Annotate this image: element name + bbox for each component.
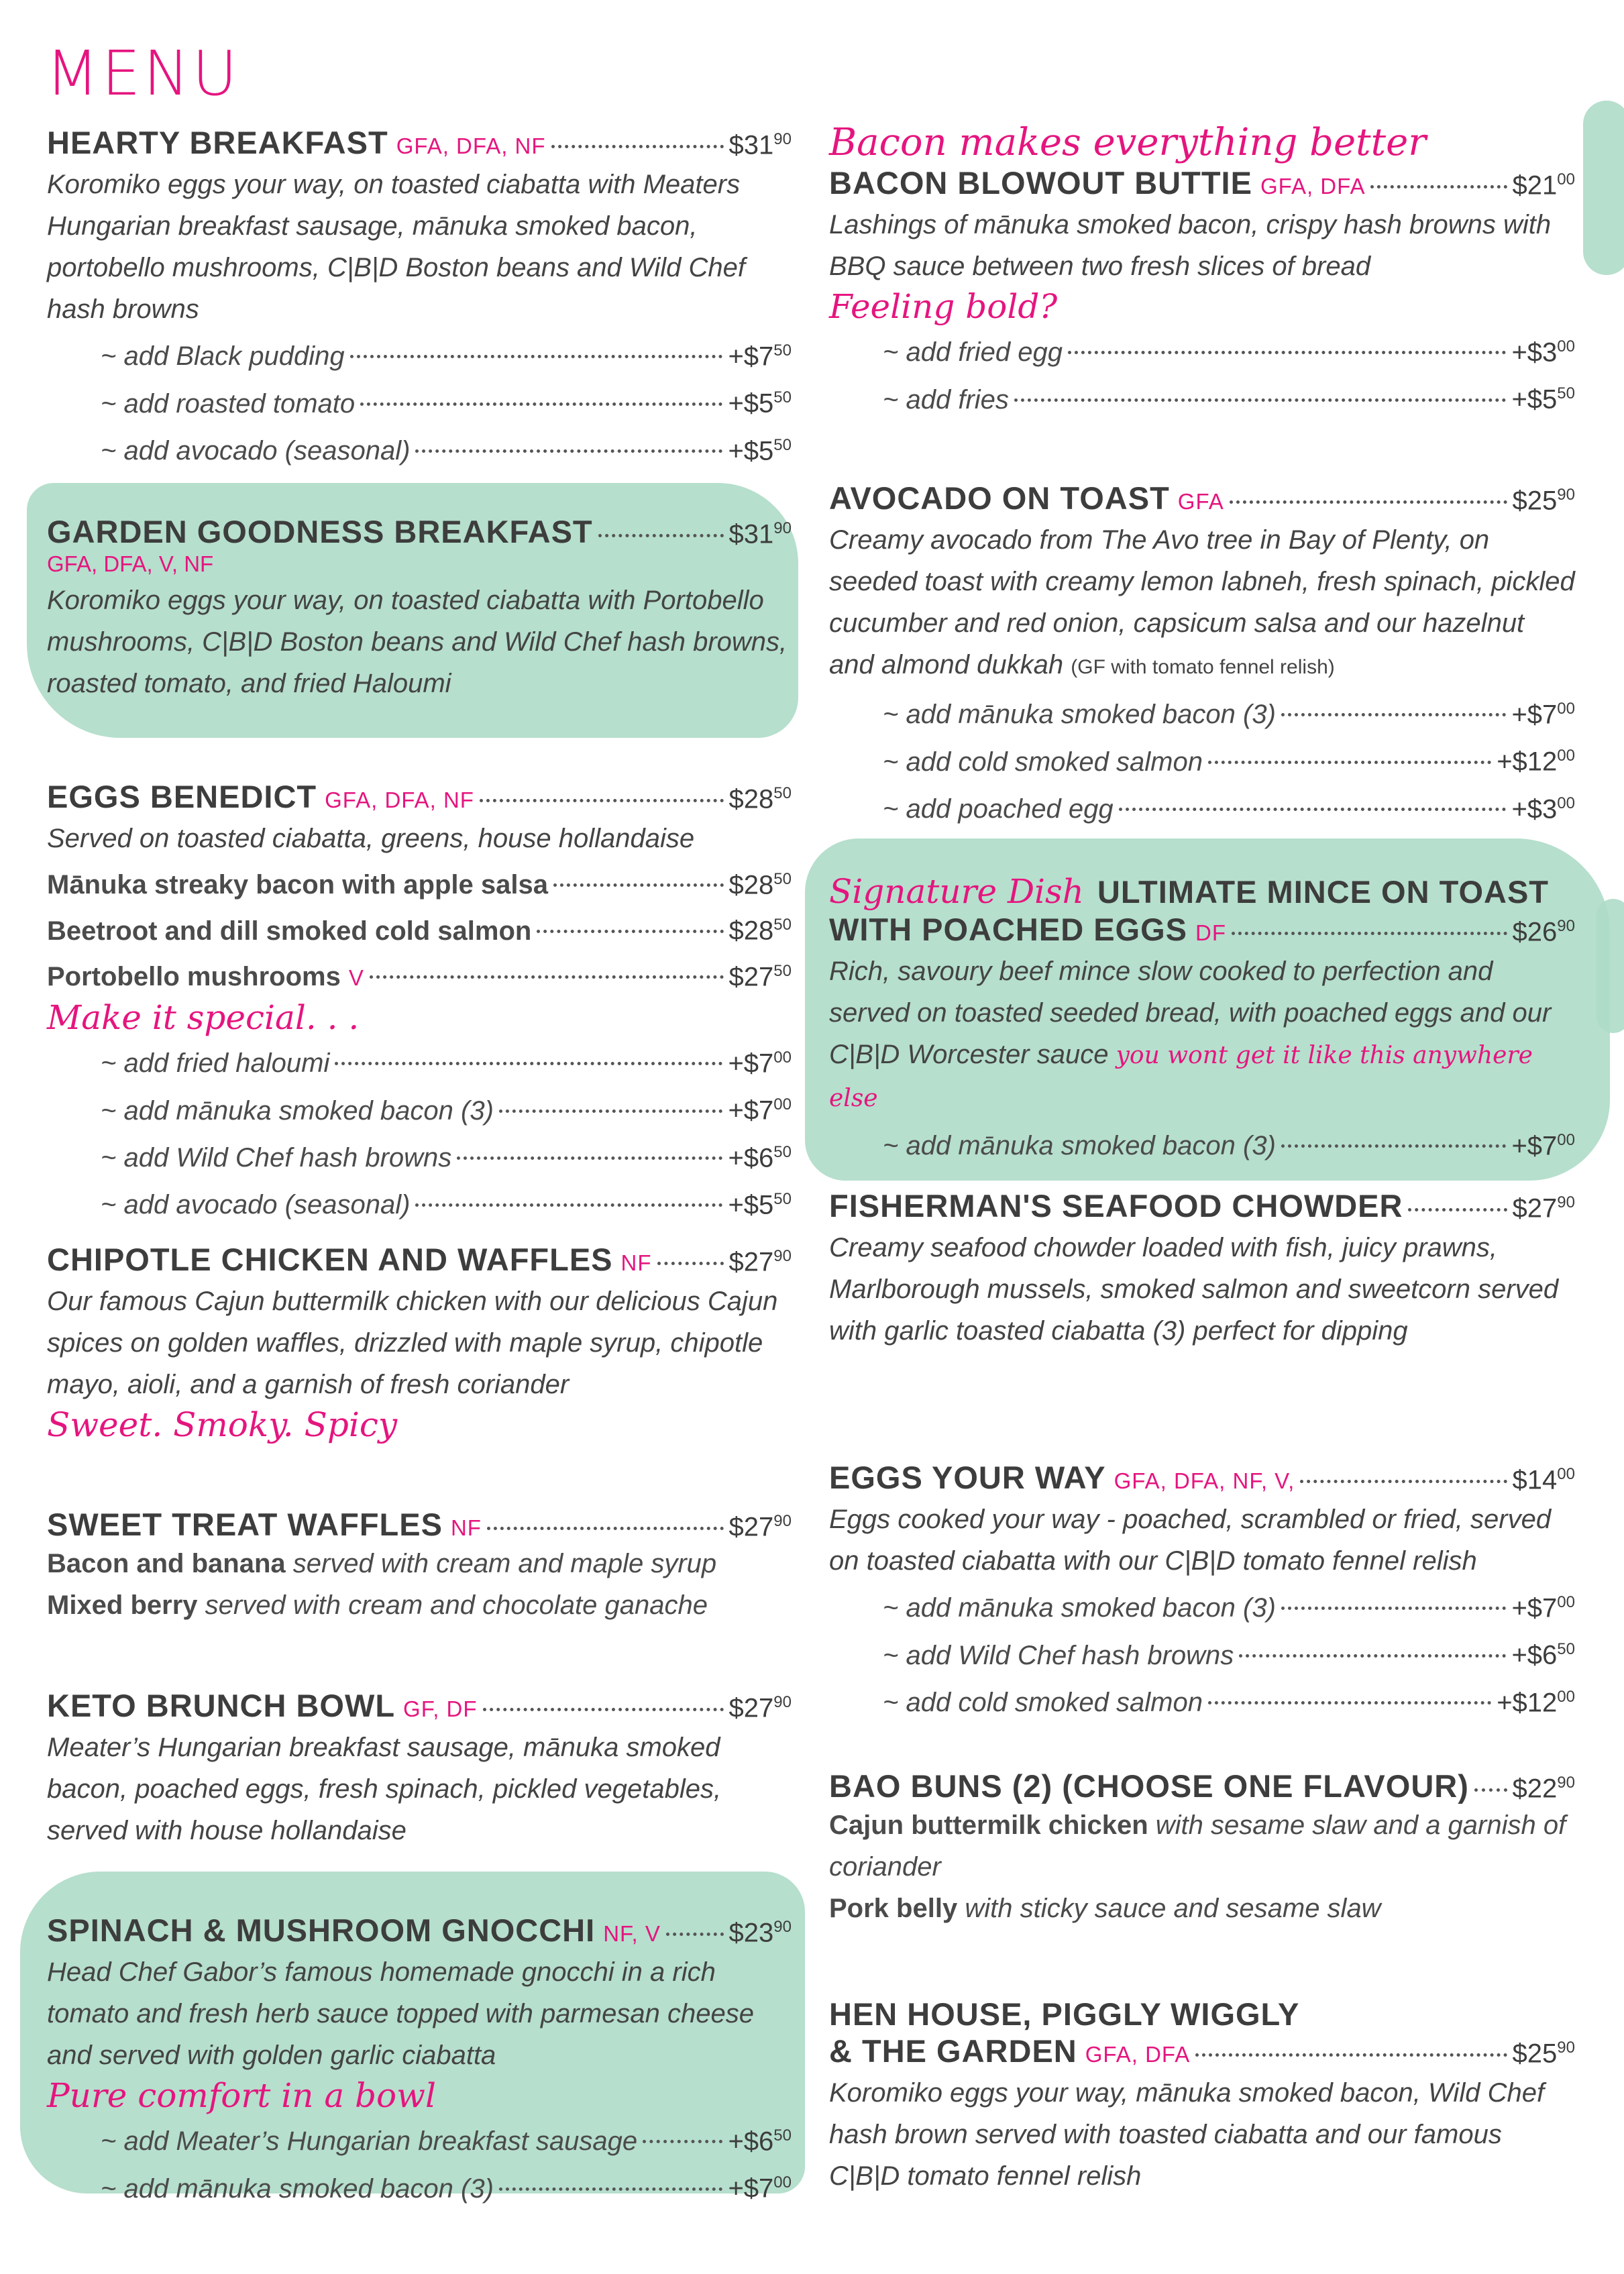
splash-edge-mid [1596, 899, 1624, 1033]
addon-row: ~ add avocado (seasonal) $+\$5^{50}$ [101, 435, 792, 466]
sub-option: Beetroot and dill smoked cold salmon $\$28^{50}$ [47, 916, 792, 946]
item-price: $\$27^{90}$ [728, 1246, 792, 1277]
item-price: $\$31^{90}$ [728, 519, 792, 549]
item-note: (GF with tomato fennel relish) [1071, 656, 1335, 678]
item-price: $\$27^{90}$ [728, 1511, 792, 1541]
item-eggs-your-way [829, 1459, 1575, 1723]
item-desc: Our famous Cajun buttermilk chicken with our delicious Cajun spices on golden waffles, drizzled with maple syrup, chipotle mayo, aioli, and a garnish of fresh coriander [47, 1287, 778, 1399]
item-name: WITH POACHED EGGS [829, 912, 1188, 947]
item-tags: GFA, DFA, V, NF [47, 551, 214, 576]
addon-row: ~ add mānuka smoked bacon (3) $+\$7^{00}$ [101, 2173, 792, 2204]
item-tags: GFA, DFA, NF [325, 788, 474, 812]
item-tags: GFA, DFA [1260, 174, 1366, 199]
variant-line: Pork belly with sticky sauce and sesame slaw [829, 1894, 1381, 1923]
item-price: $\$28^{50}$ [728, 783, 792, 814]
item-tags: GFA, DFA, NF, V, [1114, 1468, 1295, 1493]
item-name-line1: ULTIMATE MINCE ON TOAST [1097, 874, 1550, 910]
script-note: Bacon makes everything better [829, 121, 1427, 164]
item-desc: Eggs cooked your way - poached, scrambled or fried, served on toasted ciabatta with our C|B|D tomato fennel relish [829, 1505, 1552, 1576]
item-name: BACON BLOWOUT BUTTIE [829, 165, 1252, 201]
item-tags: GFA, DFA [1085, 2042, 1191, 2067]
addon-row: ~ add Wild Chef hash browns $+\$6^{50}$ [883, 1640, 1575, 1670]
addon-row: ~ add Wild Chef hash browns $+\$6^{50}$ [101, 1142, 792, 1173]
item-eggs-benedict [47, 778, 792, 1226]
variant-line: Mixed berry served with cream and chocolate ganache [47, 1590, 708, 1620]
item-desc: Creamy avocado from The Avo tree in Bay of Plenty, on seeded toast with creamy lemon labneh, fresh spinach, pickled cucumber and red onion, capsicum salsa and our hazelnut and almond dukkah (GF with tomato fennel relish) [829, 525, 1575, 680]
page-title: MENU [46, 38, 240, 109]
item-name: SWEET TREAT WAFFLES [47, 1507, 443, 1542]
item-tags: NF [450, 1515, 482, 1540]
item-price: $\$21^{00}$ [1512, 170, 1575, 200]
addon-row: ~ add cold smoked salmon $+\$12^{00}$ [883, 1687, 1575, 1717]
script-note: Feeling bold? [829, 287, 1058, 326]
script-note: Sweet. Smoky. Spicy [47, 1405, 398, 1444]
item-name: KETO BRUNCH BOWL [47, 1688, 396, 1723]
item-desc: Served on toasted ciabatta, greens, house hollandaise [47, 824, 695, 853]
addon-row: ~ add roasted tomato $+\$5^{50}$ [101, 388, 792, 419]
item-tags: NF [620, 1250, 652, 1275]
item-desc: Rich, savoury beef mince slow cooked to perfection and served on toasted seeded bread, with poached eggs and our C|B|D Worcester sauce you wont get it like this anywhere else [829, 957, 1552, 1112]
item-keto-brunch-bowl [47, 1687, 792, 1851]
item-name-line1: HEN HOUSE, PIGGLY WIGGLY [829, 1996, 1300, 2032]
item-price: $\$22^{90}$ [1512, 1773, 1575, 1803]
item-tags: GF, DF [403, 1696, 478, 1721]
item-name: SPINACH & MUSHROOM GNOCCHI [47, 1912, 596, 1948]
item-desc: Creamy seafood chowder loaded with fish, juicy prawns, Marlborough mussels, smoked salmon and sweetcorn served with garlic toasted ciabatta (3) perfect for dipping [829, 1233, 1559, 1346]
sub-option: Mānuka streaky bacon with apple salsa $\$28^{50}$ [47, 870, 792, 900]
sub-option: Portobello mushrooms V $\$27^{50}$ [47, 961, 792, 991]
addon-row: ~ add Meater’s Hungarian breakfast sausage $+\$6^{50}$ [101, 2126, 792, 2157]
item-tags: GFA, DFA, NF [396, 133, 546, 158]
variant-line: Bacon and banana served with cream and maple syrup [47, 1549, 717, 1578]
item-tags: NF, V [603, 1921, 661, 1946]
script-note: Signature Dish [829, 872, 1084, 911]
item-garden-goodness [47, 513, 792, 704]
item-chipotle-chicken [47, 1241, 792, 1444]
item-desc: Koromiko eggs your way, mānuka smoked bacon, Wild Chef hash brown served with toasted ciabatta and our famous C|B|D tomato fennel relish [829, 2078, 1545, 2191]
item-ultimate-mince [829, 872, 1575, 1167]
item-hen-house [829, 1996, 1575, 2197]
item-desc: Koromiko eggs your way, on toasted ciabatta with Meaters Hungarian breakfast sausage, mānuka smoked bacon, portobello mushrooms, C|B|D Boston beans and Wild Chef hash browns [47, 170, 745, 324]
item-desc: Head Chef Gabor’s famous homemade gnocchi in a rich tomato and fresh herb sauce topped with parmesan cheese and served with golden garlic ciabatta [47, 1957, 754, 2070]
item-avocado-on-toast [829, 480, 1575, 830]
addon-row: ~ add poached egg $+\$3^{00}$ [883, 794, 1575, 824]
item-desc: Koromiko eggs your way, on toasted ciabatta with Portobello mushrooms, C|B|D Boston beans and Wild Chef hash browns, roasted tomato, and fried Haloumi [47, 586, 788, 698]
item-name: EGGS BENEDICT [47, 779, 317, 814]
addon-row: ~ add mānuka smoked bacon (3) $+\$7^{00}$ [883, 1593, 1575, 1623]
item-name: CHIPOTLE CHICKEN AND WAFFLES [47, 1242, 613, 1277]
item-name: AVOCADO ON TOAST [829, 480, 1170, 516]
item-name: GARDEN GOODNESS BREAKFAST [47, 514, 593, 549]
addon-row: ~ add mānuka smoked bacon (3) $+\$7^{00}$ [883, 700, 1575, 730]
addon-row: ~ add mānuka smoked bacon (3) $+\$7^{00}$ [101, 1095, 792, 1126]
item-name: FISHERMAN'S SEAFOOD CHOWDER [829, 1188, 1403, 1224]
item-bao-buns [829, 1768, 1575, 1929]
item-sweet-treat-waffles [47, 1506, 792, 1626]
addon-row: ~ add fries $+\$5^{50}$ [883, 384, 1575, 415]
addon-row: ~ add fried haloumi $+\$7^{00}$ [101, 1048, 792, 1079]
item-name: BAO BUNS (2) (CHOOSE ONE FLAVOUR) [829, 1768, 1469, 1804]
item-price: $\$26^{90}$ [1512, 916, 1575, 946]
item-desc: Meater’s Hungarian breakfast sausage, mānuka smoked bacon, poached eggs, fresh spinach, pickled vegetables, served with house hollandaise [47, 1733, 722, 1845]
item-name: & THE GARDEN [829, 2033, 1077, 2069]
addon-row: ~ add avocado (seasonal) $+\$5^{50}$ [101, 1189, 792, 1220]
item-gnocchi [47, 1912, 792, 2210]
item-price: $\$31^{90}$ [728, 129, 792, 160]
addon-row: ~ add cold smoked salmon $+\$12^{00}$ [883, 747, 1575, 777]
item-hearty-breakfast [47, 124, 792, 472]
item-price: $\$25^{90}$ [1512, 2038, 1575, 2068]
splash-edge-top [1583, 101, 1624, 275]
item-desc: Lashings of mānuka smoked bacon, crispy hash browns with BBQ sauce between two fresh slices of bread [829, 210, 1552, 281]
addon-row: ~ add mānuka smoked bacon (3) $+\$7^{00}$ [883, 1131, 1575, 1161]
item-price: $\$14^{00}$ [1512, 1464, 1575, 1495]
item-price: $\$23^{90}$ [728, 1917, 792, 1947]
variant-line: Cajun buttermilk chicken with sesame slaw and a garnish of coriander [829, 1810, 1566, 1882]
item-name: HEARTY BREAKFAST [47, 125, 388, 160]
script-note: Make it special. . . [47, 997, 360, 1037]
addon-row: ~ add Black pudding $+\$7^{50}$ [101, 341, 792, 372]
item-name: EGGS YOUR WAY [829, 1460, 1106, 1495]
script-note: Pure comfort in a bowl [47, 2076, 436, 2115]
addon-row: ~ add fried egg $+\$3^{00}$ [883, 337, 1575, 368]
item-price: $\$27^{90}$ [1512, 1193, 1575, 1223]
item-bacon-blowout-buttie [829, 121, 1575, 421]
item-tags: GFA [1177, 489, 1224, 514]
item-tags: DF [1195, 920, 1227, 945]
item-price: $\$27^{90}$ [728, 1692, 792, 1723]
item-seafood-chowder [829, 1187, 1575, 1352]
item-price: $\$25^{90}$ [1512, 485, 1575, 515]
